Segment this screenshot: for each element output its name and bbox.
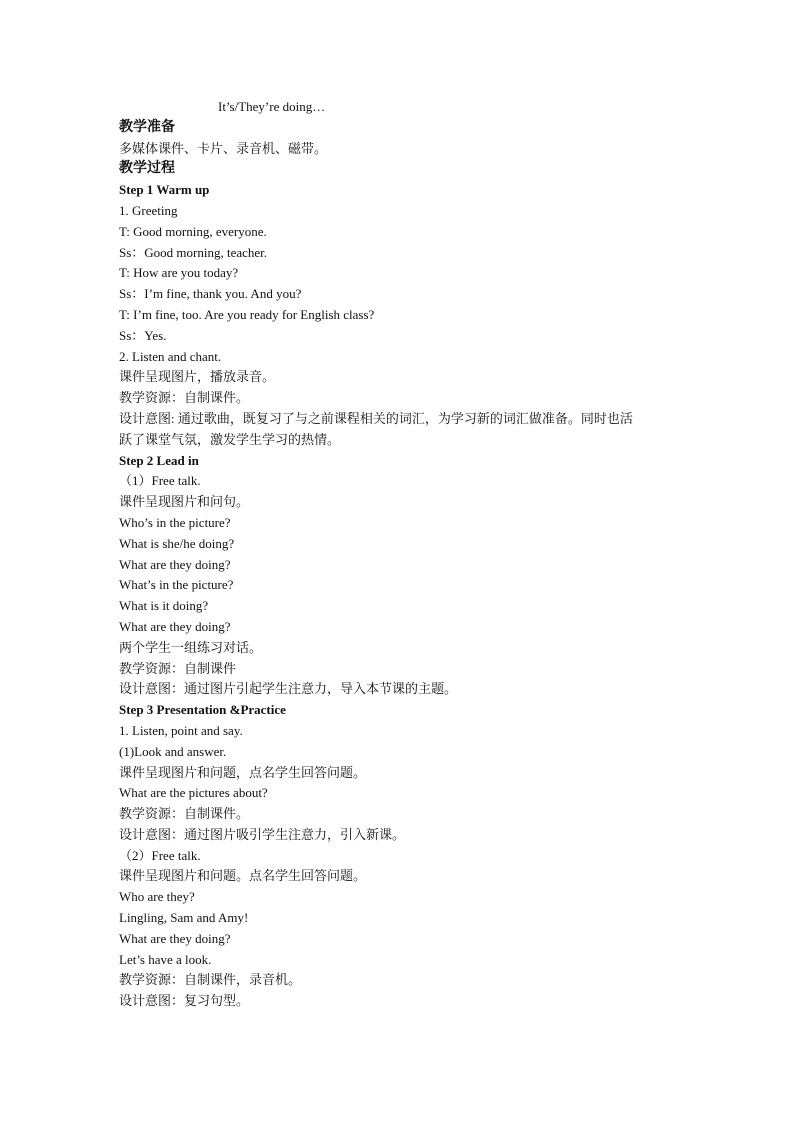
step1-line: Ss：I’m fine, thank you. And you? bbox=[119, 286, 302, 302]
step2-line: 教学资源：自制课件 bbox=[119, 660, 237, 676]
step3-line: 课件呈现图片和问题，点名学生回答问题。 bbox=[119, 764, 367, 780]
step3-line: What are the pictures about? bbox=[119, 785, 268, 801]
step1-design-line1: 设计意图: 通过歌曲，既复习了与之前课程相关的词汇，为学习新的词汇做准备。同时也活 bbox=[119, 410, 633, 426]
step3-line: Let’s have a look. bbox=[119, 951, 212, 967]
step2-line: What are they doing? bbox=[119, 556, 231, 572]
step2-line: 设计意图：通过图片引起学生注意力，导入本节课的主题。 bbox=[119, 681, 458, 697]
step3-line: What are they doing? bbox=[119, 930, 231, 946]
step1-title: Step 1 Warm up bbox=[119, 182, 210, 198]
step1-line: T: I’m fine, too. Are you ready for English class? bbox=[119, 306, 375, 322]
document-body bbox=[119, 97, 679, 1012]
step2-title: Step 2 Lead in bbox=[119, 452, 199, 468]
step1-line: T: Good morning, everyone. bbox=[119, 223, 267, 239]
step2-line: What is she/he doing? bbox=[119, 535, 235, 551]
step3-line: 设计意图：复习句型。 bbox=[119, 993, 250, 1009]
step3-line: Lingling, Sam and Amy! bbox=[119, 910, 249, 926]
step3-line: (1)Look and answer. bbox=[119, 743, 227, 759]
step1-line: 2. Listen and chant. bbox=[119, 348, 222, 364]
intro-sentence: It’s/They’re doing… bbox=[218, 99, 326, 114]
step3-title: Step 3 Presentation &Practice bbox=[119, 702, 286, 718]
step1-line: T: How are you today? bbox=[119, 265, 239, 281]
process-heading: 教学过程 bbox=[119, 161, 175, 177]
step2-line: Who’s in the picture? bbox=[119, 514, 231, 530]
step2-line: 课件呈现图片和问句。 bbox=[119, 494, 250, 510]
step3-line: 1. Listen, point and say. bbox=[119, 722, 243, 738]
step1-design-line2: 跃了课堂气氛，激发学生学习的热情。 bbox=[119, 431, 341, 447]
step3-line: （2）Free talk. bbox=[119, 847, 201, 863]
step1-line: Ss：Good morning, teacher. bbox=[119, 244, 268, 260]
step3-line: 教学资源：自制课件，录音机。 bbox=[119, 972, 302, 988]
step3-line: 课件呈现图片和问题。点名学生回答问题。 bbox=[119, 868, 367, 884]
step2-line: What is it doing? bbox=[119, 598, 209, 614]
step1-line: 教学资源：自制课件。 bbox=[119, 390, 250, 406]
prep-text: 多媒体课件、卡片、录音机、磁带。 bbox=[119, 140, 328, 156]
step1-line: 课件呈现图片，播放录音。 bbox=[119, 369, 276, 385]
step2-line: （1）Free talk. bbox=[119, 473, 201, 489]
step3-line: Who are they? bbox=[119, 889, 195, 905]
step2-line: What are they doing? bbox=[119, 618, 231, 634]
step1-line: Ss：Yes. bbox=[119, 327, 167, 343]
step2-line: 两个学生一组练习对话。 bbox=[119, 639, 263, 655]
step3-line: 教学资源：自制课件。 bbox=[119, 806, 250, 822]
prep-heading: 教学准备 bbox=[119, 119, 175, 135]
step2-line: What’s in the picture? bbox=[119, 577, 234, 593]
step3-line: 设计意图：通过图片吸引学生注意力，引入新课。 bbox=[119, 826, 406, 842]
step1-line: 1. Greeting bbox=[119, 202, 178, 218]
